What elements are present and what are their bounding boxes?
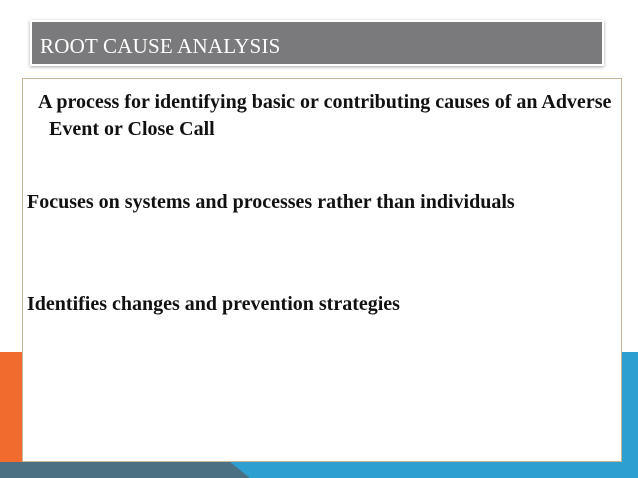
slide-content-box (22, 78, 622, 462)
slide-title-bar (30, 20, 604, 66)
bullet-text: Focuses on systems and processes rather than individuals (27, 191, 515, 213)
accent-slate-bottom-band (0, 462, 250, 478)
accent-orange-band (0, 352, 22, 462)
accent-blue-side-band (622, 352, 638, 462)
slide-title: ROOT CAUSE ANALYSIS (40, 34, 281, 58)
bullet-text: A process for identifying basic or contributing causes of an Adverse Event or Close Call (38, 91, 612, 140)
bullet-text: Identifies changes and prevention strategies (27, 293, 400, 315)
